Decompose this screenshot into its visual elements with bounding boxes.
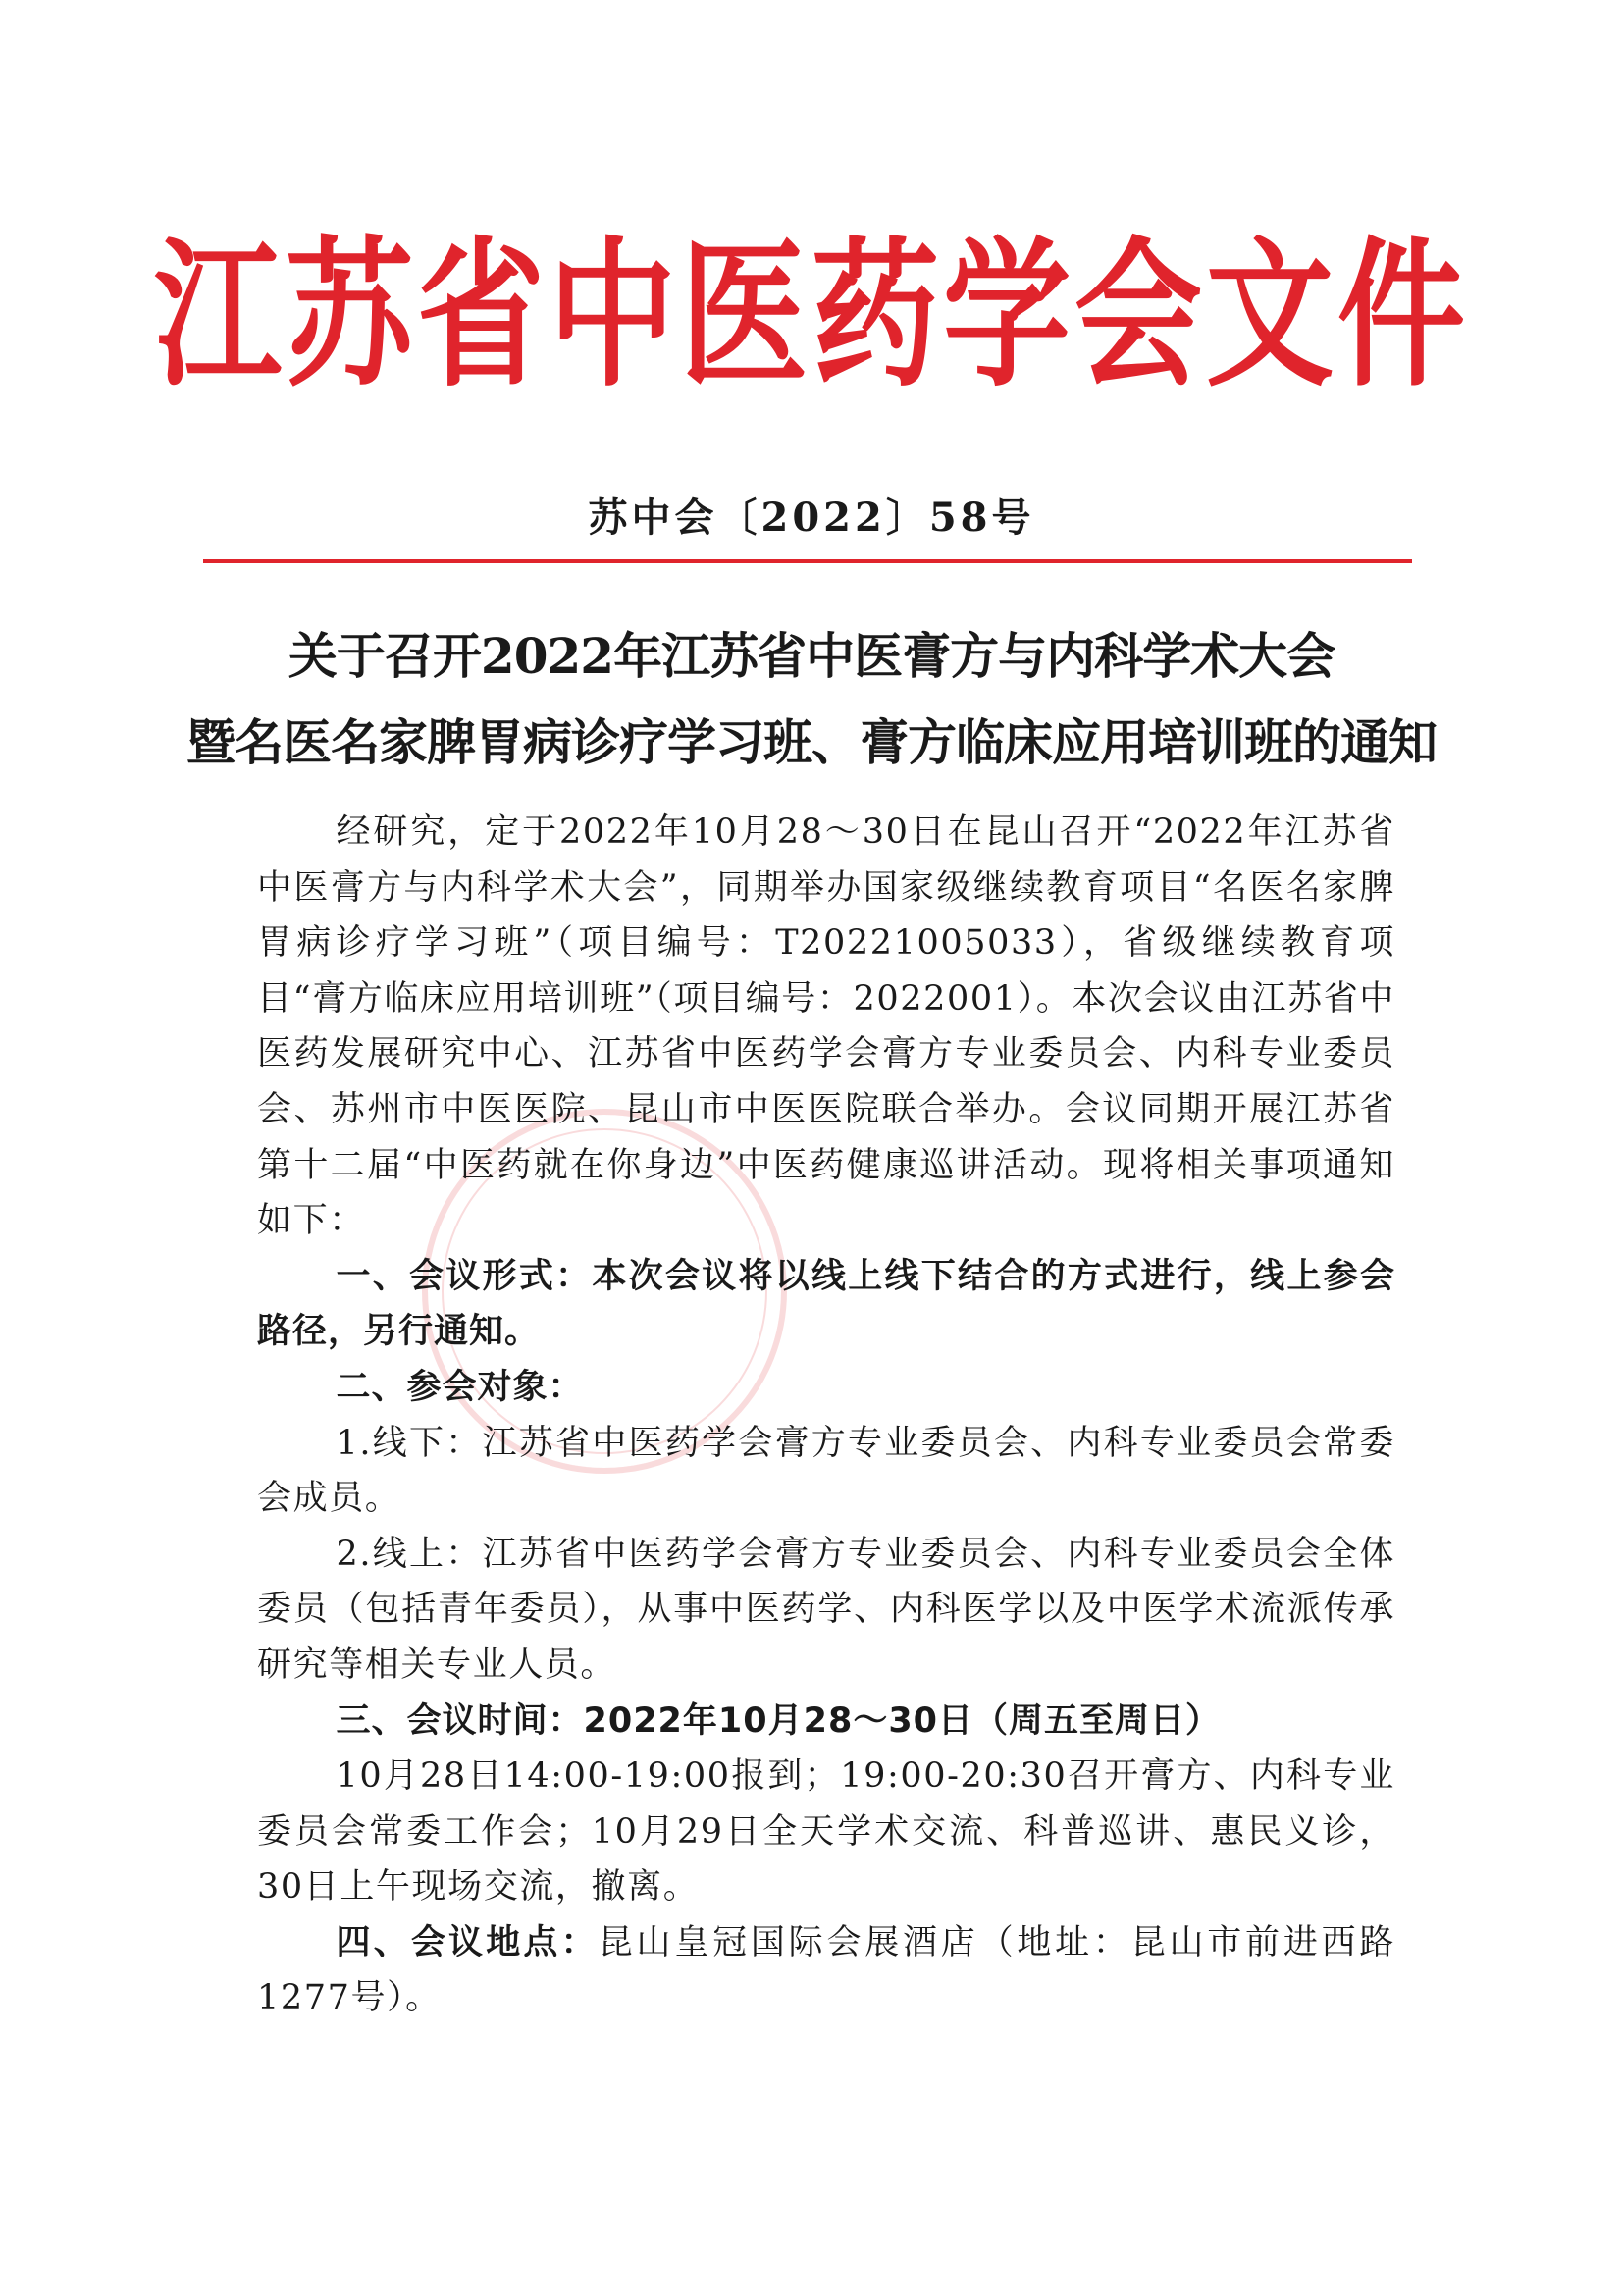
intro-paragraph: 经研究，定于2022年10月28～30日在昆山召开“2022年江苏省中医膏方与内科学术大会”，同期举办国家级继续教育项目“名医名家脾胃病诊疗学习班”（项目编号：T20221005033），省级继续教育项目“膏方临床应用培训班”（项目编号：2022001）。本次会议由江苏省中医药发展研究中心、江苏省中医药学会膏方专业委员会、内科专业委员会、苏州市中医医院、昆山市中医医院联合举办。会议同期开展江苏省第十二届“中医药就在你身边”中医药健康巡讲活动。现将相关事项通知如下： [257,812,1395,1241]
section-attendees-heading: 二、参会对象： [336,1367,584,1407]
venue-value: 昆山皇冠国际会展酒店（地址：昆山市前进西路1277号）。 [257,1922,1395,2018]
org-letterhead: 江苏省中医药学会文件 [153,221,1469,409]
section-format: 一、会议形式：本次会议将以线上线下结合的方式进行，线上参会路径，另行通知。 [257,1256,1395,1352]
title-line-1: 关于召开2022年江苏省中医膏方与内科学术大会 [288,627,1335,685]
notice-body [257,805,1395,2026]
document-number: 苏中会〔2022〕58号 [588,495,1035,541]
red-divider [203,559,1412,563]
notice-title [186,613,1437,786]
section-venue [257,1915,1395,2026]
attendees-offline: 1.线下：江苏省中医药学会膏方专业委员会、内科专业委员会常委会成员。 [257,1423,1395,1519]
title-line-2: 暨名医名家脾胃病诊疗学习班、膏方临床应用培训班的通知 [186,713,1437,771]
venue-label: 四、会议地点： [336,1922,599,1962]
schedule-paragraph: 10月28日14:00-19:00报到；19:00-20:30召开膏方、内科专业委员会常委工作会；10月29日全天学术交流、科普巡讲、惠民义诊，30日上午现场交流，撤离。 [257,1756,1395,1907]
attendees-online: 2.线上：江苏省中医药学会膏方专业委员会、内科专业委员会全体委员（包括青年委员），从事中医药学、内科医学以及中医学术流派传承研究等相关专业人员。 [257,1534,1395,1685]
section-time: 三、会议时间：2022年10月28～30日（周五至周日） [336,1700,1222,1741]
